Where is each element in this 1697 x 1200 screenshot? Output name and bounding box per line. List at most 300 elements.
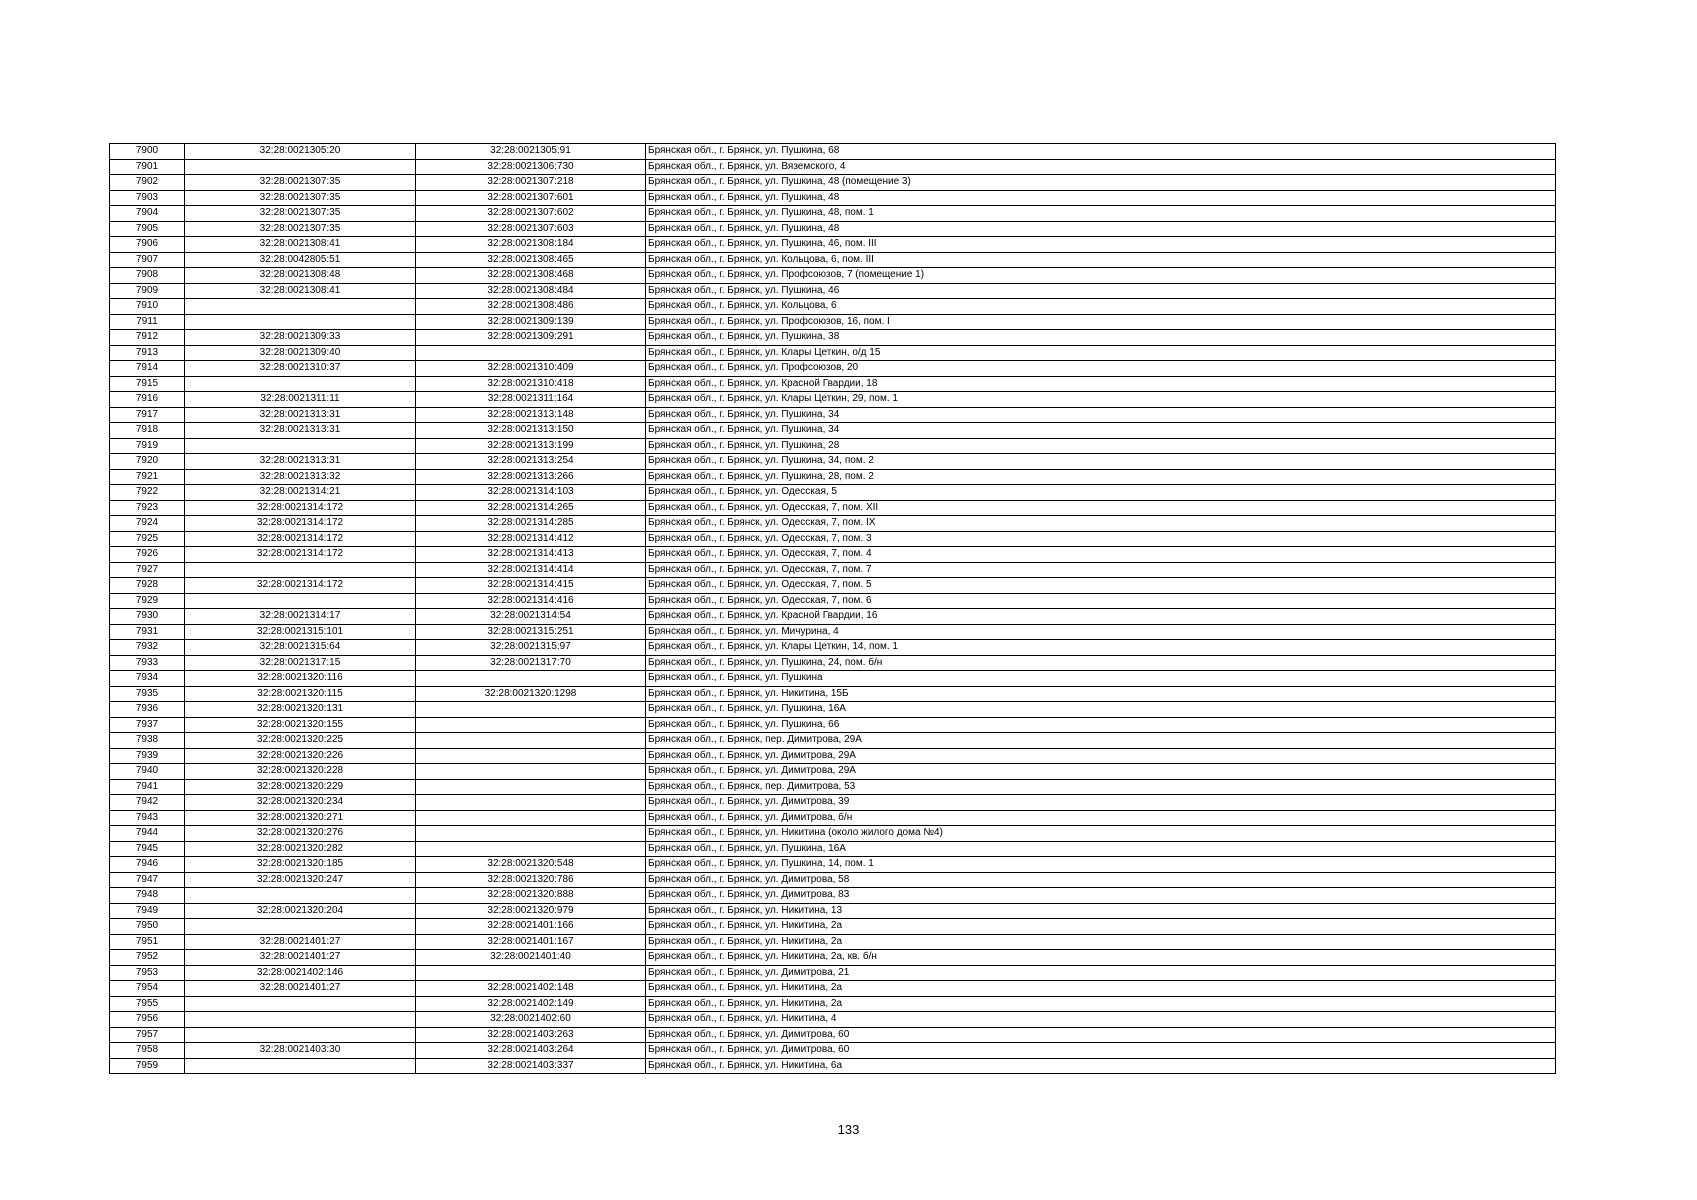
parcel-number-cell: 32:28:0021309:40 — [185, 345, 416, 361]
address-cell: Брянская обл., г. Брянск, ул. Одесская, 5 — [646, 485, 1556, 501]
address-cell: Брянская обл., г. Брянск, ул. Димитрова, 83 — [646, 888, 1556, 904]
parcel-number-cell: 32:28:0021314:172 — [185, 516, 416, 532]
parcel-number-cell: 32:28:0021313:31 — [185, 407, 416, 423]
address-cell: Брянская обл., г. Брянск, ул. Пушкина, 68 — [646, 144, 1556, 160]
object-number-cell: 32:28:0021403:337 — [416, 1058, 646, 1074]
object-number-cell: 32:28:0021315:97 — [416, 640, 646, 656]
parcel-number-cell — [185, 888, 416, 904]
row-number-cell: 7927 — [110, 562, 185, 578]
table-row — [110, 159, 1556, 175]
row-number-cell: 7939 — [110, 748, 185, 764]
parcel-number-cell — [185, 1012, 416, 1028]
object-number-cell — [416, 748, 646, 764]
object-number-cell: 32:28:0021307:218 — [416, 175, 646, 191]
object-number-cell — [416, 795, 646, 811]
object-number-cell — [416, 717, 646, 733]
object-number-cell: 32:28:0021403:264 — [416, 1043, 646, 1059]
object-number-cell — [416, 733, 646, 749]
table-row — [110, 1027, 1556, 1043]
row-number-cell: 7931 — [110, 624, 185, 640]
table-row — [110, 190, 1556, 206]
address-cell: Брянская обл., г. Брянск, ул. Кольцова, 6 — [646, 299, 1556, 315]
table-row — [110, 454, 1556, 470]
parcel-number-cell: 32:28:0021313:31 — [185, 423, 416, 439]
object-number-cell: 32:28:0021313:199 — [416, 438, 646, 454]
address-cell: Брянская обл., г. Брянск, ул. Никитина, 6а — [646, 1058, 1556, 1074]
object-number-cell: 32:28:0021311:164 — [416, 392, 646, 408]
object-number-cell: 32:28:0021306:730 — [416, 159, 646, 175]
parcel-number-cell: 32:28:0021320:226 — [185, 748, 416, 764]
address-cell: Брянская обл., г. Брянск, ул. Пушкина, 48 — [646, 221, 1556, 237]
object-number-cell: 32:28:0021307:602 — [416, 206, 646, 222]
row-number-cell: 7922 — [110, 485, 185, 501]
parcel-number-cell: 32:28:0021320:116 — [185, 671, 416, 687]
row-number-cell: 7902 — [110, 175, 185, 191]
parcel-number-cell — [185, 562, 416, 578]
table-row — [110, 857, 1556, 873]
object-number-cell: 32:28:0021320:786 — [416, 872, 646, 888]
row-number-cell: 7944 — [110, 826, 185, 842]
row-number-cell: 7913 — [110, 345, 185, 361]
object-number-cell: 32:28:0021313:266 — [416, 469, 646, 485]
table-row — [110, 764, 1556, 780]
address-cell: Брянская обл., г. Брянск, ул. Никитина, 2а — [646, 919, 1556, 935]
parcel-number-cell — [185, 996, 416, 1012]
parcel-number-cell: 32:28:0021320:234 — [185, 795, 416, 811]
row-number-cell: 7926 — [110, 547, 185, 563]
row-number-cell: 7948 — [110, 888, 185, 904]
object-number-cell: 32:28:0021308:465 — [416, 252, 646, 268]
object-number-cell: 32:28:0021313:150 — [416, 423, 646, 439]
object-number-cell: 32:28:0021314:54 — [416, 609, 646, 625]
parcel-number-cell — [185, 1058, 416, 1074]
parcel-number-cell — [185, 159, 416, 175]
address-cell: Брянская обл., г. Брянск, ул. Пушкина, 38 — [646, 330, 1556, 346]
object-number-cell — [416, 764, 646, 780]
address-cell: Брянская обл., г. Брянск, ул. Кольцова, 6, пом. III — [646, 252, 1556, 268]
parcel-number-cell: 32:28:0021309:33 — [185, 330, 416, 346]
table-row — [110, 314, 1556, 330]
row-number-cell: 7910 — [110, 299, 185, 315]
address-cell: Брянская обл., г. Брянск, ул. Димитрова, 21 — [646, 965, 1556, 981]
object-number-cell: 32:28:0021309:291 — [416, 330, 646, 346]
object-number-cell: 32:28:0021310:418 — [416, 376, 646, 392]
table-row — [110, 965, 1556, 981]
address-cell: Брянская обл., г. Брянск, ул. Пушкина, 28, пом. 2 — [646, 469, 1556, 485]
address-cell: Брянская обл., г. Брянск, ул. Красной Гвардии, 16 — [646, 609, 1556, 625]
table-row — [110, 423, 1556, 439]
table-row — [110, 686, 1556, 702]
object-number-cell — [416, 671, 646, 687]
parcel-number-cell: 32:28:0021308:41 — [185, 283, 416, 299]
object-number-cell: 32:28:0021320:979 — [416, 903, 646, 919]
parcel-number-cell: 32:28:0021307:35 — [185, 221, 416, 237]
address-cell: Брянская обл., г. Брянск, ул. Димитрова, 29А — [646, 764, 1556, 780]
table-row — [110, 996, 1556, 1012]
address-cell: Брянская обл., г. Брянск, ул. Пушкина, 16А — [646, 841, 1556, 857]
row-number-cell: 7929 — [110, 593, 185, 609]
parcel-number-cell: 32:28:0021308:41 — [185, 237, 416, 253]
row-number-cell: 7951 — [110, 934, 185, 950]
address-cell: Брянская обл., г. Брянск, ул. Димитрова, 60 — [646, 1043, 1556, 1059]
parcel-number-cell: 32:28:0021311:11 — [185, 392, 416, 408]
table-row — [110, 252, 1556, 268]
row-number-cell: 7907 — [110, 252, 185, 268]
address-cell: Брянская обл., г. Брянск, ул. Никитина, 2а, кв. б/н — [646, 950, 1556, 966]
row-number-cell: 7946 — [110, 857, 185, 873]
parcel-number-cell: 32:28:0021310:37 — [185, 361, 416, 377]
address-cell: Брянская обл., г. Брянск, ул. Профсоюзов, 7 (помещение 1) — [646, 268, 1556, 284]
table-row — [110, 578, 1556, 594]
parcel-number-cell: 32:28:0021320:115 — [185, 686, 416, 702]
address-cell: Брянская обл., г. Брянск, пер. Димитрова, 29А — [646, 733, 1556, 749]
parcel-number-cell: 32:28:0042805:51 — [185, 252, 416, 268]
row-number-cell: 7937 — [110, 717, 185, 733]
table-row — [110, 919, 1556, 935]
parcel-number-cell: 32:28:0021403:30 — [185, 1043, 416, 1059]
table-row — [110, 934, 1556, 950]
address-cell: Брянская обл., г. Брянск, ул. Пушкина, 34, пом. 2 — [646, 454, 1556, 470]
table-row — [110, 361, 1556, 377]
address-cell: Брянская обл., г. Брянск, ул. Димитрова, 60 — [646, 1027, 1556, 1043]
table-row — [110, 748, 1556, 764]
address-cell: Брянская обл., г. Брянск, ул. Никитина, 2а — [646, 981, 1556, 997]
parcel-number-cell: 32:28:0021315:101 — [185, 624, 416, 640]
table-row — [110, 671, 1556, 687]
table-row — [110, 826, 1556, 842]
parcel-number-cell: 32:28:0021313:31 — [185, 454, 416, 470]
row-number-cell: 7917 — [110, 407, 185, 423]
address-cell: Брянская обл., г. Брянск, ул. Пушкина, 48 — [646, 190, 1556, 206]
table-row — [110, 438, 1556, 454]
address-cell: Брянская обл., г. Брянск, ул. Пушкина, 48 (помещение 3) — [646, 175, 1556, 191]
object-number-cell: 32:28:0021307:603 — [416, 221, 646, 237]
table-row — [110, 268, 1556, 284]
parcel-number-cell: 32:28:0021320:185 — [185, 857, 416, 873]
parcel-number-cell: 32:28:0021317:15 — [185, 655, 416, 671]
table-row — [110, 516, 1556, 532]
address-cell: Брянская обл., г. Брянск, ул. Одесская, 7, пом. 4 — [646, 547, 1556, 563]
parcel-number-cell: 32:28:0021320:276 — [185, 826, 416, 842]
address-cell: Брянская обл., г. Брянск, ул. Профсоюзов, 20 — [646, 361, 1556, 377]
row-number-cell: 7930 — [110, 609, 185, 625]
row-number-cell: 7925 — [110, 531, 185, 547]
table-row — [110, 841, 1556, 857]
parcel-number-cell: 32:28:0021401:27 — [185, 950, 416, 966]
parcel-number-cell: 32:28:0021313:32 — [185, 469, 416, 485]
row-number-cell: 7908 — [110, 268, 185, 284]
row-number-cell: 7906 — [110, 237, 185, 253]
data-table — [109, 143, 1556, 1074]
parcel-number-cell: 32:28:0021307:35 — [185, 206, 416, 222]
parcel-number-cell: 32:28:0021320:131 — [185, 702, 416, 718]
table-row — [110, 733, 1556, 749]
table-row — [110, 609, 1556, 625]
table-row — [110, 562, 1556, 578]
table-row — [110, 407, 1556, 423]
object-number-cell: 32:28:0021309:139 — [416, 314, 646, 330]
table-row — [110, 624, 1556, 640]
parcel-number-cell — [185, 299, 416, 315]
row-number-cell: 7952 — [110, 950, 185, 966]
row-number-cell: 7934 — [110, 671, 185, 687]
object-number-cell: 32:28:0021308:486 — [416, 299, 646, 315]
row-number-cell: 7901 — [110, 159, 185, 175]
object-number-cell: 32:28:0021315:251 — [416, 624, 646, 640]
address-cell: Брянская обл., г. Брянск, ул. Никитина, 4 — [646, 1012, 1556, 1028]
object-number-cell — [416, 810, 646, 826]
address-cell: Брянская обл., г. Брянск, ул. Пушкина, 66 — [646, 717, 1556, 733]
row-number-cell: 7955 — [110, 996, 185, 1012]
object-number-cell: 32:28:0021314:413 — [416, 547, 646, 563]
row-number-cell: 7900 — [110, 144, 185, 160]
address-cell: Брянская обл., г. Брянск, ул. Димитрова, 39 — [646, 795, 1556, 811]
page-number: 133 — [837, 1122, 860, 1137]
row-number-cell: 7956 — [110, 1012, 185, 1028]
address-cell: Брянская обл., г. Брянск, ул. Вяземского, 4 — [646, 159, 1556, 175]
address-cell: Брянская обл., г. Брянск, ул. Димитрова, 58 — [646, 872, 1556, 888]
parcel-number-cell: 32:28:0021320:155 — [185, 717, 416, 733]
parcel-number-cell: 32:28:0021314:172 — [185, 578, 416, 594]
table-row — [110, 810, 1556, 826]
table-row — [110, 485, 1556, 501]
object-number-cell: 32:28:0021401:40 — [416, 950, 646, 966]
parcel-number-cell: 32:28:0021320:228 — [185, 764, 416, 780]
table-row — [110, 888, 1556, 904]
parcel-number-cell: 32:28:0021314:172 — [185, 531, 416, 547]
table-row — [110, 299, 1556, 315]
parcel-number-cell: 32:28:0021314:172 — [185, 547, 416, 563]
table-row — [110, 655, 1556, 671]
address-cell: Брянская обл., г. Брянск, ул. Пушкина, 46 — [646, 283, 1556, 299]
address-cell: Брянская обл., г. Брянск, ул. Одесская, 7, пом. 6 — [646, 593, 1556, 609]
address-cell: Брянская обл., г. Брянск, ул. Пушкина, 14, пом. 1 — [646, 857, 1556, 873]
address-cell: Брянская обл., г. Брянск, ул. Красной Гвардии, 18 — [646, 376, 1556, 392]
row-number-cell: 7945 — [110, 841, 185, 857]
row-number-cell: 7943 — [110, 810, 185, 826]
table-row — [110, 345, 1556, 361]
parcel-number-cell — [185, 314, 416, 330]
address-cell: Брянская обл., г. Брянск, ул. Пушкина, 16А — [646, 702, 1556, 718]
row-number-cell: 7923 — [110, 500, 185, 516]
row-number-cell: 7935 — [110, 686, 185, 702]
row-number-cell: 7959 — [110, 1058, 185, 1074]
row-number-cell: 7909 — [110, 283, 185, 299]
row-number-cell: 7953 — [110, 965, 185, 981]
address-cell: Брянская обл., г. Брянск, ул. Пушкина, 48, пом. 1 — [646, 206, 1556, 222]
table-row — [110, 593, 1556, 609]
object-number-cell: 32:28:0021308:184 — [416, 237, 646, 253]
parcel-number-cell — [185, 919, 416, 935]
row-number-cell: 7942 — [110, 795, 185, 811]
object-number-cell: 32:28:0021314:416 — [416, 593, 646, 609]
table-row — [110, 702, 1556, 718]
address-cell: Брянская обл., г. Брянск, ул. Никитина, 13 — [646, 903, 1556, 919]
parcel-number-cell: 32:28:0021402:146 — [185, 965, 416, 981]
address-cell: Брянская обл., г. Брянск, ул. Клары Цеткин, 14, пом. 1 — [646, 640, 1556, 656]
address-cell: Брянская обл., г. Брянск, ул. Никитина, 2а — [646, 996, 1556, 1012]
object-number-cell: 32:28:0021320:548 — [416, 857, 646, 873]
address-cell: Брянская обл., г. Брянск, ул. Профсоюзов, 16, пом. I — [646, 314, 1556, 330]
address-cell: Брянская обл., г. Брянск, пер. Димитрова, 53 — [646, 779, 1556, 795]
object-number-cell — [416, 779, 646, 795]
object-number-cell: 32:28:0021317:70 — [416, 655, 646, 671]
address-cell: Брянская обл., г. Брянск, ул. Никитина, 2а — [646, 934, 1556, 950]
row-number-cell: 7938 — [110, 733, 185, 749]
row-number-cell: 7905 — [110, 221, 185, 237]
object-number-cell: 32:28:0021402:149 — [416, 996, 646, 1012]
parcel-number-cell: 32:28:0021320:204 — [185, 903, 416, 919]
table-row — [110, 795, 1556, 811]
row-number-cell: 7912 — [110, 330, 185, 346]
row-number-cell: 7941 — [110, 779, 185, 795]
parcel-number-cell — [185, 376, 416, 392]
object-number-cell: 32:28:0021310:409 — [416, 361, 646, 377]
table-row — [110, 779, 1556, 795]
parcel-number-cell: 32:28:0021320:229 — [185, 779, 416, 795]
table-row — [110, 376, 1556, 392]
object-number-cell: 32:28:0021314:103 — [416, 485, 646, 501]
object-number-cell: 32:28:0021402:148 — [416, 981, 646, 997]
address-cell: Брянская обл., г. Брянск, ул. Мичурина, 4 — [646, 624, 1556, 640]
row-number-cell: 7919 — [110, 438, 185, 454]
object-number-cell: 32:28:0021314:285 — [416, 516, 646, 532]
table-row — [110, 330, 1556, 346]
address-cell: Брянская обл., г. Брянск, ул. Клары Цеткин, о/д 15 — [646, 345, 1556, 361]
table-row — [110, 981, 1556, 997]
object-number-cell: 32:28:0021314:412 — [416, 531, 646, 547]
parcel-number-cell: 32:28:0021314:172 — [185, 500, 416, 516]
row-number-cell: 7949 — [110, 903, 185, 919]
row-number-cell: 7921 — [110, 469, 185, 485]
table-body — [110, 144, 1556, 1074]
row-number-cell: 7904 — [110, 206, 185, 222]
object-number-cell: 32:28:0021313:254 — [416, 454, 646, 470]
object-number-cell: 32:28:0021401:167 — [416, 934, 646, 950]
row-number-cell: 7958 — [110, 1043, 185, 1059]
parcel-number-cell — [185, 438, 416, 454]
parcel-number-cell: 32:28:0021307:35 — [185, 190, 416, 206]
row-number-cell: 7914 — [110, 361, 185, 377]
row-number-cell: 7928 — [110, 578, 185, 594]
row-number-cell: 7940 — [110, 764, 185, 780]
parcel-number-cell: 32:28:0021315:64 — [185, 640, 416, 656]
address-cell: Брянская обл., г. Брянск, ул. Одесская, 7, пом. 5 — [646, 578, 1556, 594]
address-cell: Брянская обл., г. Брянск, ул. Пушкина, 46, пом. III — [646, 237, 1556, 253]
table-row — [110, 640, 1556, 656]
address-cell: Брянская обл., г. Брянск, ул. Клары Цеткин, 29, пом. 1 — [646, 392, 1556, 408]
object-number-cell: 32:28:0021308:468 — [416, 268, 646, 284]
row-number-cell: 7903 — [110, 190, 185, 206]
row-number-cell: 7954 — [110, 981, 185, 997]
table-row — [110, 221, 1556, 237]
row-number-cell: 7933 — [110, 655, 185, 671]
row-number-cell: 7936 — [110, 702, 185, 718]
parcel-number-cell: 32:28:0021401:27 — [185, 934, 416, 950]
row-number-cell: 7916 — [110, 392, 185, 408]
table-row — [110, 547, 1556, 563]
row-number-cell: 7920 — [110, 454, 185, 470]
table-row — [110, 872, 1556, 888]
parcel-number-cell — [185, 593, 416, 609]
address-cell: Брянская обл., г. Брянск, ул. Пушкина, 34 — [646, 407, 1556, 423]
row-number-cell: 7947 — [110, 872, 185, 888]
object-number-cell: 32:28:0021314:414 — [416, 562, 646, 578]
table-row — [110, 283, 1556, 299]
table-row — [110, 500, 1556, 516]
parcel-number-cell: 32:28:0021308:48 — [185, 268, 416, 284]
table-row — [110, 1012, 1556, 1028]
object-number-cell — [416, 965, 646, 981]
row-number-cell: 7915 — [110, 376, 185, 392]
row-number-cell: 7918 — [110, 423, 185, 439]
object-number-cell: 32:28:0021401:166 — [416, 919, 646, 935]
parcel-number-cell: 32:28:0021320:225 — [185, 733, 416, 749]
address-cell: Брянская обл., г. Брянск, ул. Пушкина, 34 — [646, 423, 1556, 439]
object-number-cell: 32:28:0021305:91 — [416, 144, 646, 160]
row-number-cell: 7957 — [110, 1027, 185, 1043]
object-number-cell: 32:28:0021308:484 — [416, 283, 646, 299]
parcel-number-cell: 32:28:0021314:17 — [185, 609, 416, 625]
table-row — [110, 392, 1556, 408]
address-cell: Брянская обл., г. Брянск, ул. Одесская, 7, пом. XII — [646, 500, 1556, 516]
object-number-cell: 32:28:0021402:60 — [416, 1012, 646, 1028]
table-row — [110, 1043, 1556, 1059]
address-cell: Брянская обл., г. Брянск, ул. Пушкина, 28 — [646, 438, 1556, 454]
table-row — [110, 237, 1556, 253]
address-cell: Брянская обл., г. Брянск, ул. Димитрова, 29А — [646, 748, 1556, 764]
parcel-number-cell — [185, 1027, 416, 1043]
address-cell: Брянская обл., г. Брянск, ул. Одесская, 7, пом. 7 — [646, 562, 1556, 578]
row-number-cell: 7911 — [110, 314, 185, 330]
object-number-cell — [416, 826, 646, 842]
address-cell: Брянская обл., г. Брянск, ул. Одесская, 7, пом. 3 — [646, 531, 1556, 547]
address-cell: Брянская обл., г. Брянск, ул. Никитина, 15Б — [646, 686, 1556, 702]
parcel-number-cell: 32:28:0021401:27 — [185, 981, 416, 997]
object-number-cell: 32:28:0021320:1298 — [416, 686, 646, 702]
address-cell: Брянская обл., г. Брянск, ул. Никитина (около жилого дома №4) — [646, 826, 1556, 842]
address-cell: Брянская обл., г. Брянск, ул. Пушкина — [646, 671, 1556, 687]
table-row — [110, 903, 1556, 919]
parcel-number-cell: 32:28:0021307:35 — [185, 175, 416, 191]
table-row — [110, 1058, 1556, 1074]
address-cell: Брянская обл., г. Брянск, ул. Пушкина, 24, пом. б/н — [646, 655, 1556, 671]
row-number-cell: 7950 — [110, 919, 185, 935]
parcel-number-cell: 32:28:0021314:21 — [185, 485, 416, 501]
object-number-cell — [416, 841, 646, 857]
table-row — [110, 206, 1556, 222]
object-number-cell — [416, 702, 646, 718]
object-number-cell: 32:28:0021307:601 — [416, 190, 646, 206]
table-row — [110, 717, 1556, 733]
table-row — [110, 469, 1556, 485]
parcel-number-cell: 32:28:0021320:247 — [185, 872, 416, 888]
object-number-cell: 32:28:0021314:265 — [416, 500, 646, 516]
table-row — [110, 175, 1556, 191]
object-number-cell: 32:28:0021320:888 — [416, 888, 646, 904]
table-row — [110, 144, 1556, 160]
object-number-cell: 32:28:0021403:263 — [416, 1027, 646, 1043]
object-number-cell — [416, 345, 646, 361]
table-row — [110, 950, 1556, 966]
object-number-cell: 32:28:0021314:415 — [416, 578, 646, 594]
row-number-cell: 7924 — [110, 516, 185, 532]
address-cell: Брянская обл., г. Брянск, ул. Димитрова, б/н — [646, 810, 1556, 826]
parcel-number-cell: 32:28:0021305:20 — [185, 144, 416, 160]
object-number-cell: 32:28:0021313:148 — [416, 407, 646, 423]
row-number-cell: 7932 — [110, 640, 185, 656]
parcel-number-cell: 32:28:0021320:282 — [185, 841, 416, 857]
